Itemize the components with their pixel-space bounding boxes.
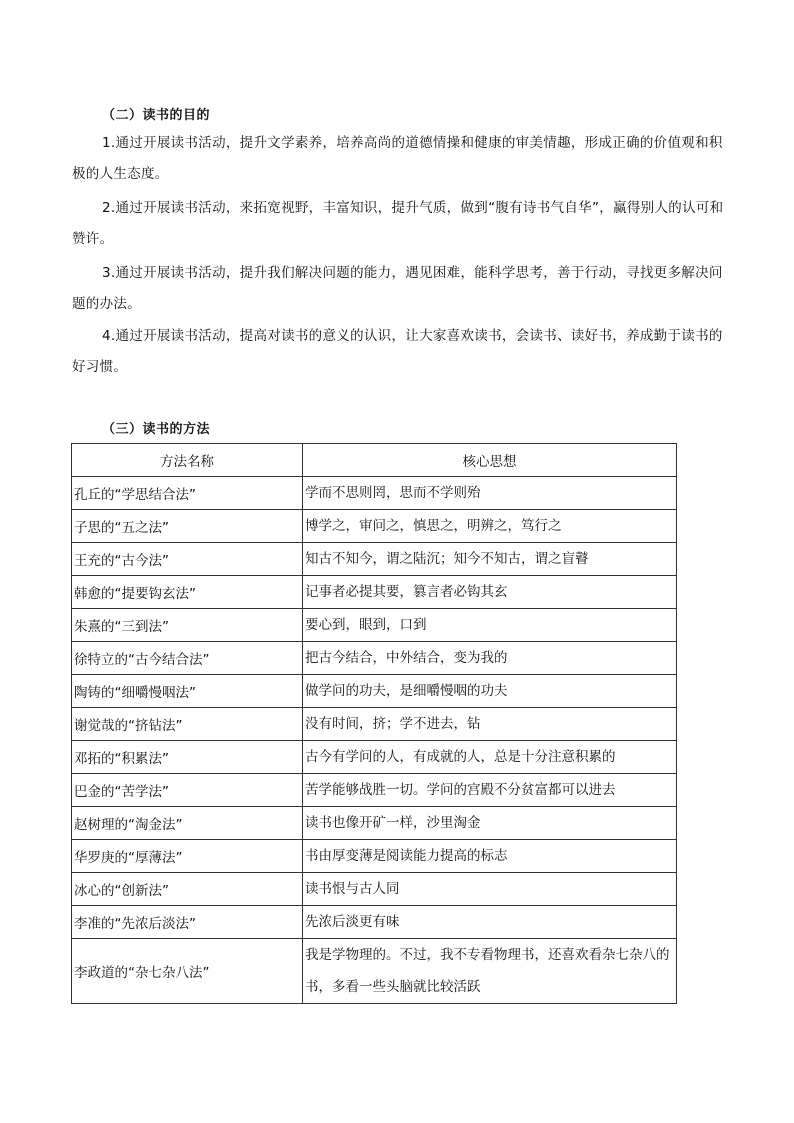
table-row xyxy=(72,872,677,905)
method-name-cell: 徐特立的“古今结合法” xyxy=(72,641,303,674)
core-idea-cell: 没有时间，挤；学不进去，钻 xyxy=(303,707,677,740)
table-row xyxy=(72,575,677,608)
method-name-cell: 邓拓的“积累法” xyxy=(72,740,303,773)
core-idea-cell: 博学之，审问之，慎思之，明辨之，笃行之 xyxy=(303,509,677,542)
table-row xyxy=(72,608,677,641)
core-idea-cell: 苦学能够战胜一切。学问的宫殿不分贫富都可以进去 xyxy=(303,773,677,806)
table-row xyxy=(72,806,677,839)
method-name-cell: 华罗庚的“厚薄法” xyxy=(72,839,303,872)
column-header-method-name: 方法名称 xyxy=(72,444,303,477)
method-name-cell: 孔丘的“学思结合法” xyxy=(72,476,303,509)
core-idea-cell: 做学问的功夫，是细嚼慢咽的功夫 xyxy=(303,674,677,707)
table-row xyxy=(72,509,677,542)
core-idea-cell: 学而不思则罔，思而不学则殆 xyxy=(303,476,677,509)
core-idea-cell: 读书也像开矿一样，沙里淘金 xyxy=(303,806,677,839)
table-row xyxy=(72,707,677,740)
table-row xyxy=(72,641,677,674)
method-name-cell: 巴金的“苦学法” xyxy=(72,773,303,806)
table-row xyxy=(72,905,677,938)
table-row xyxy=(72,839,677,872)
method-name-cell: 谢觉哉的“挤钻法” xyxy=(72,707,303,740)
method-name-cell: 李政道的“杂七杂八法” xyxy=(72,938,303,1003)
table-row xyxy=(72,476,677,509)
table-row xyxy=(72,740,677,773)
purpose-paragraph-2: 2.通过开展读书活动，来拓宽视野，丰富知识，提升气质，做到“腹有诗书气自华”，赢得别人的认可和赞许。 xyxy=(72,200,724,247)
table-row xyxy=(72,542,677,575)
table-row xyxy=(72,674,677,707)
reading-methods-table xyxy=(71,443,677,1004)
core-idea-cell: 书由厚变薄是阅读能力提高的标志 xyxy=(303,839,677,872)
core-idea-cell: 先浓后淡更有味 xyxy=(303,905,677,938)
method-name-cell: 赵树理的“淘金法” xyxy=(72,806,303,839)
section-3-heading: （三）读书的方法 xyxy=(102,422,211,437)
core-idea-cell: 要心到，眼到，口到 xyxy=(303,608,677,641)
core-idea-cell: 我是学物理的。不过，我不专看物理书，还喜欢看杂七杂八的书，多看一些头脑就比较活跃 xyxy=(303,938,677,1003)
method-name-cell: 陶铸的“细嚼慢咽法” xyxy=(72,674,303,707)
purpose-paragraph-4: 4.通过开展读书活动，提高对读书的意义的认识，让大家喜欢读书，会读书、读好书，养成勤于读书的好习惯。 xyxy=(72,328,723,375)
method-name-cell: 王充的“古今法” xyxy=(72,542,303,575)
method-name-cell: 子思的“五之法” xyxy=(72,509,303,542)
method-name-cell: 李准的“先浓后淡法” xyxy=(72,905,303,938)
purpose-paragraph-3: 3.通过开展读书活动，提升我们解决问题的能力，遇见困难，能科学思考，善于行动，寻找更多解决问题的办法。 xyxy=(72,265,723,312)
column-header-core-idea: 核心思想 xyxy=(303,444,677,477)
method-name-cell: 朱熹的“三到法” xyxy=(72,608,303,641)
core-idea-cell: 读书恨与古人同 xyxy=(303,872,677,905)
table-row xyxy=(72,938,677,1003)
table-header-row xyxy=(72,444,677,477)
core-idea-cell: 知古不知今，谓之陆沉；知今不知古，谓之盲瞽 xyxy=(303,542,677,575)
method-name-cell: 冰心的“创新法” xyxy=(72,872,303,905)
core-idea-cell: 记事者必提其要，篡言者必钩其玄 xyxy=(303,575,677,608)
section-2-heading: （二）读书的目的 xyxy=(102,108,211,123)
table-row xyxy=(72,773,677,806)
core-idea-cell: 古今有学问的人，有成就的人，总是十分注意积累的 xyxy=(303,740,677,773)
method-name-cell: 韩愈的“提要钩玄法” xyxy=(72,575,303,608)
purpose-paragraph-1: 1.通过开展读书活动，提升文学素养，培养高尚的道德情操和健康的审美情趣，形成正确的价值观和积极的人生态度。 xyxy=(72,135,723,182)
core-idea-cell: 把古今结合，中外结合，变为我的 xyxy=(303,641,677,674)
